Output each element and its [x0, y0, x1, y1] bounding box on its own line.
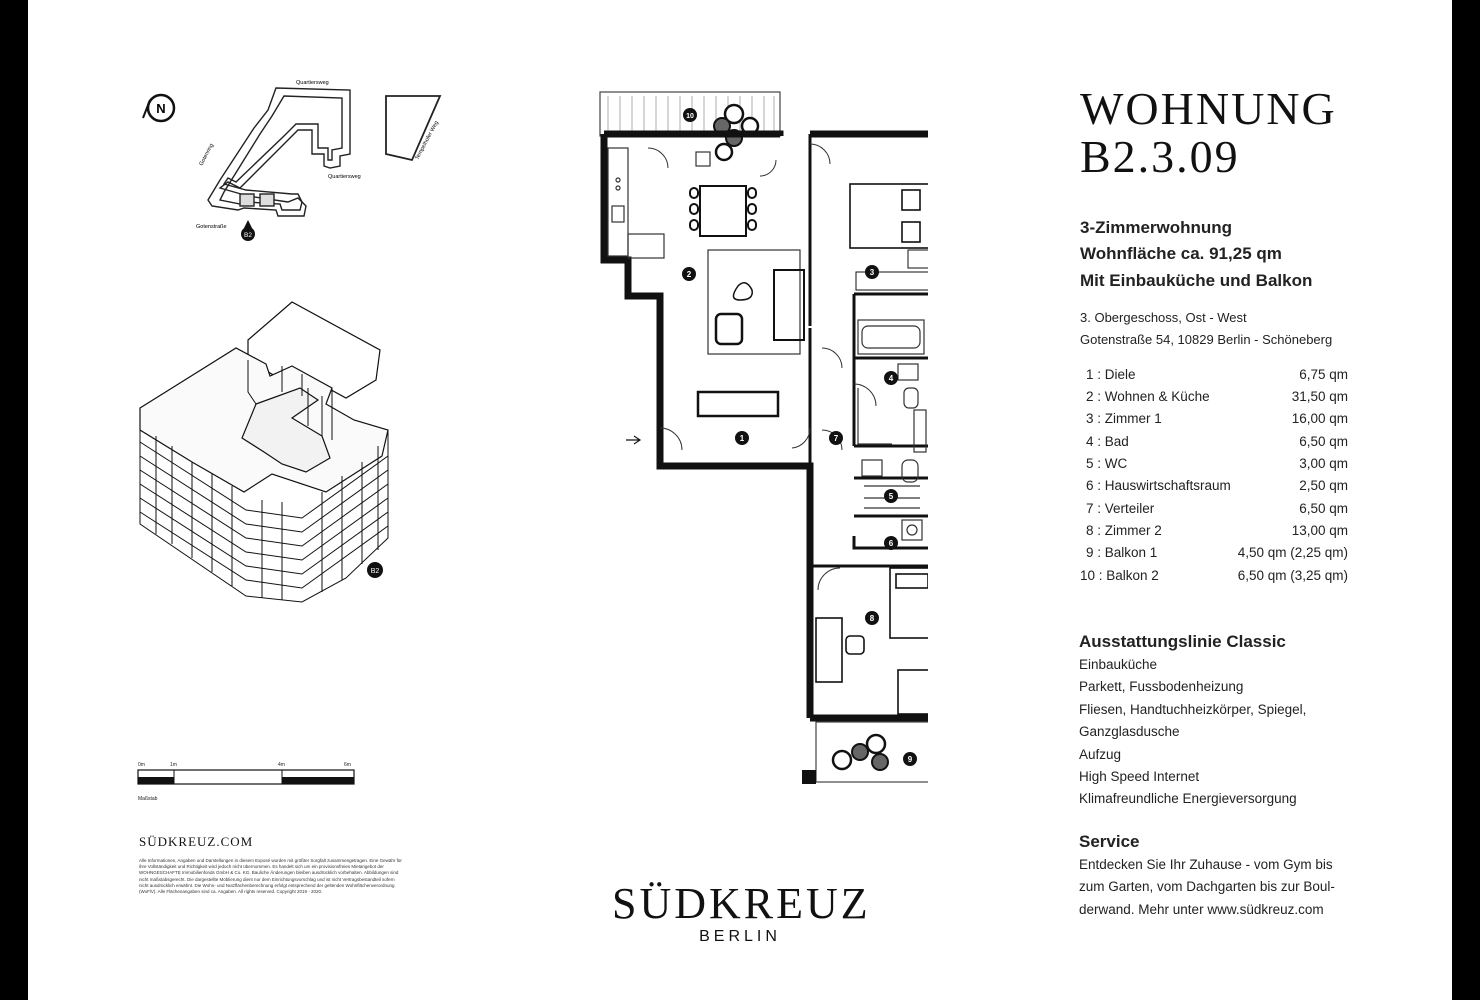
room-label: 4 : Bad: [1086, 434, 1129, 449]
table-row: [1086, 367, 1348, 389]
entry-arrow-icon: [626, 436, 640, 444]
apartment-type: 3-Zimmerwohnung: [1080, 218, 1233, 237]
room-area: 4,50 qm (2,25 qm): [1237, 545, 1348, 560]
street-label: Tempelhofer Weg: [414, 120, 440, 161]
room-area: 13,00 qm: [1291, 523, 1348, 538]
document-page: [28, 0, 1452, 1000]
svg-text:5: 5: [888, 492, 894, 501]
list-item: High Speed Internet: [1079, 769, 1200, 785]
building-marker: [367, 562, 383, 578]
room-label: 10 : Balkon 2: [1080, 568, 1159, 583]
apartment-id: B2.3.09: [1080, 131, 1240, 182]
street-label: Gotenring: [198, 142, 216, 167]
street-label: Quartiersweg: [328, 174, 361, 180]
building-block-outline: [208, 88, 350, 216]
room-label: 2 : Wohnen & Küche: [1086, 389, 1210, 404]
svg-text:1: 1: [739, 434, 745, 443]
table-row: [1086, 478, 1348, 500]
room-area: 3,00 qm: [1299, 456, 1348, 471]
room-marker: [884, 489, 898, 503]
svg-text:3: 3: [869, 268, 875, 277]
room-area: 6,50 qm: [1299, 501, 1348, 516]
room-marker: [865, 611, 879, 625]
apartment-extras: Mit Einbauküche und Balkon: [1080, 271, 1313, 290]
table-row: [1086, 456, 1348, 478]
service-line: Entdecken Sie Ihr Zuhause - vom Gym bis: [1079, 857, 1333, 872]
list-item: Parkett, Fussbodenheizung: [1079, 679, 1244, 695]
legal-disclaimer: Alle Informationen, Angaben und Darstellungen in diesem Exposé wurden mit größter Sorgfalt zusammengetragen. Eine Gewähr für ihre Vollständigkeit und Richtigkeit wird jedoch nicht übernommen. Es handelt sich um ein provisionsfreies Mietangebot der WOHNGESCHAFTE Immobilienfonds GmbH & Co. KG. Bauliche Änderungen bleiben ausdrücklich vorbehalten. Abbildungen sind nicht maßstabsgerecht. Die dargestellte Möblierung dient nur dem Einrichtungsvorschlag und ist nicht Vertragsbestandteil sofern nicht ausdrücklich erwähnt. Die Wohn- und Nutzflächenberechnung erfolgt entsprechend der geltenden Wohnflächenverordnung (WoFlV). Alle Flächenangaben sind ca. Angaben. All rights reserved. Copyright 2019 - 2020.: [139, 858, 402, 895]
svg-text:9: 9: [907, 755, 913, 764]
room-marker: [829, 431, 843, 445]
svg-text:8: 8: [869, 614, 875, 623]
scale-tick-label: 1m: [170, 762, 177, 768]
room-marker: [903, 752, 917, 766]
floor-orientation: 3. Obergeschoss, Ost - West: [1080, 310, 1247, 325]
table-row: [1086, 545, 1348, 567]
room-marker: [865, 265, 879, 279]
svg-text:7: 7: [833, 434, 839, 443]
room-area: 6,50 qm: [1299, 434, 1348, 449]
table-row: [1086, 501, 1348, 523]
bedroom-1: [850, 184, 928, 290]
scale-label: Maßstab: [138, 796, 158, 802]
room-marker: [683, 108, 697, 122]
dining-table: [690, 186, 756, 236]
website-label: SÜDKREUZ.COM: [139, 834, 254, 849]
svg-text:2: 2: [686, 270, 692, 279]
table-row: [1086, 434, 1348, 456]
table-row: [1086, 411, 1348, 433]
svg-text:6: 6: [888, 539, 894, 548]
room-label: 1 : Diele: [1086, 367, 1136, 382]
north-label: N: [156, 101, 166, 116]
building-marker: [241, 220, 255, 241]
list-item: Klimafreundliche Energieversorgung: [1079, 791, 1297, 807]
service-line: zum Garten, vom Dachgarten bis zur Boul-: [1079, 879, 1335, 895]
scale-tick-label: 6m: [344, 762, 351, 768]
list-item: Ganzglasdusche: [1079, 724, 1180, 740]
room-marker: [884, 536, 898, 550]
list-item: Aufzug: [1079, 746, 1122, 762]
service-text: [1079, 854, 1335, 921]
service-heading: Service: [1079, 832, 1140, 851]
scale-tick-label: 0m: [138, 762, 145, 768]
room-label: 6 : Hauswirtschaftsraum: [1086, 478, 1231, 493]
floor-plan: [568, 88, 928, 788]
room-label: 7 : Verteiler: [1086, 501, 1155, 516]
balcony-top: [600, 92, 780, 160]
scale-tick-label: 4m: [278, 762, 285, 768]
street-label: Gotenstraße: [196, 224, 227, 230]
svg-text:4: 4: [888, 374, 894, 383]
table-row: [1086, 523, 1348, 545]
kitchen: [608, 148, 710, 258]
room-area: 16,00 qm: [1291, 411, 1348, 426]
brand-city: BERLIN: [699, 928, 781, 945]
table-row: [1086, 389, 1348, 411]
scale-bar: [136, 756, 366, 804]
room-label: 5 : WC: [1086, 456, 1128, 471]
address: Gotenstraße 54, 10829 Berlin - Schöneberg: [1080, 332, 1333, 347]
door-swings: [648, 144, 876, 590]
brand-logo: SÜDKREUZ: [612, 879, 871, 928]
room-area: 31,50 qm: [1291, 389, 1348, 404]
list-item: Fliesen, Handtuchheizkörper, Spiegel,: [1079, 701, 1307, 717]
living-area: Wohnfläche ca. 91,25 qm: [1080, 244, 1282, 263]
room-label: 9 : Balkon 1: [1086, 545, 1158, 560]
exterior-walls: [604, 134, 928, 718]
list-item: Einbauküche: [1079, 657, 1158, 672]
room-label: 3 : Zimmer 1: [1086, 411, 1162, 426]
isometric-building: [132, 296, 402, 614]
room-marker: [735, 431, 749, 445]
bathroom: [858, 320, 926, 452]
service-line: derwand. Mehr unter www.südkreuz.com: [1079, 901, 1324, 917]
svg-text:B2: B2: [370, 568, 380, 575]
features-heading: Ausstattungslinie Classic: [1079, 632, 1286, 651]
site-map: [128, 70, 448, 250]
room-area: 2,50 qm: [1299, 478, 1348, 493]
svg-text:10: 10: [686, 113, 694, 120]
svg-text:B2: B2: [244, 232, 252, 239]
bedroom-2: [816, 568, 928, 714]
room-marker: [682, 267, 696, 281]
living-area: [698, 250, 804, 416]
room-marker: [884, 371, 898, 385]
room-label: 8 : Zimmer 2: [1086, 523, 1162, 538]
table-row: [1080, 568, 1348, 590]
features-list: [1079, 654, 1306, 811]
page-title: WOHNUNG: [1080, 83, 1337, 134]
room-area: 6,50 qm (3,25 qm): [1237, 568, 1348, 583]
north-arrow-icon: [143, 95, 174, 121]
street-label: Quartiersweg: [296, 80, 329, 86]
room-table: [1080, 367, 1348, 591]
room-area: 6,75 qm: [1299, 367, 1348, 382]
